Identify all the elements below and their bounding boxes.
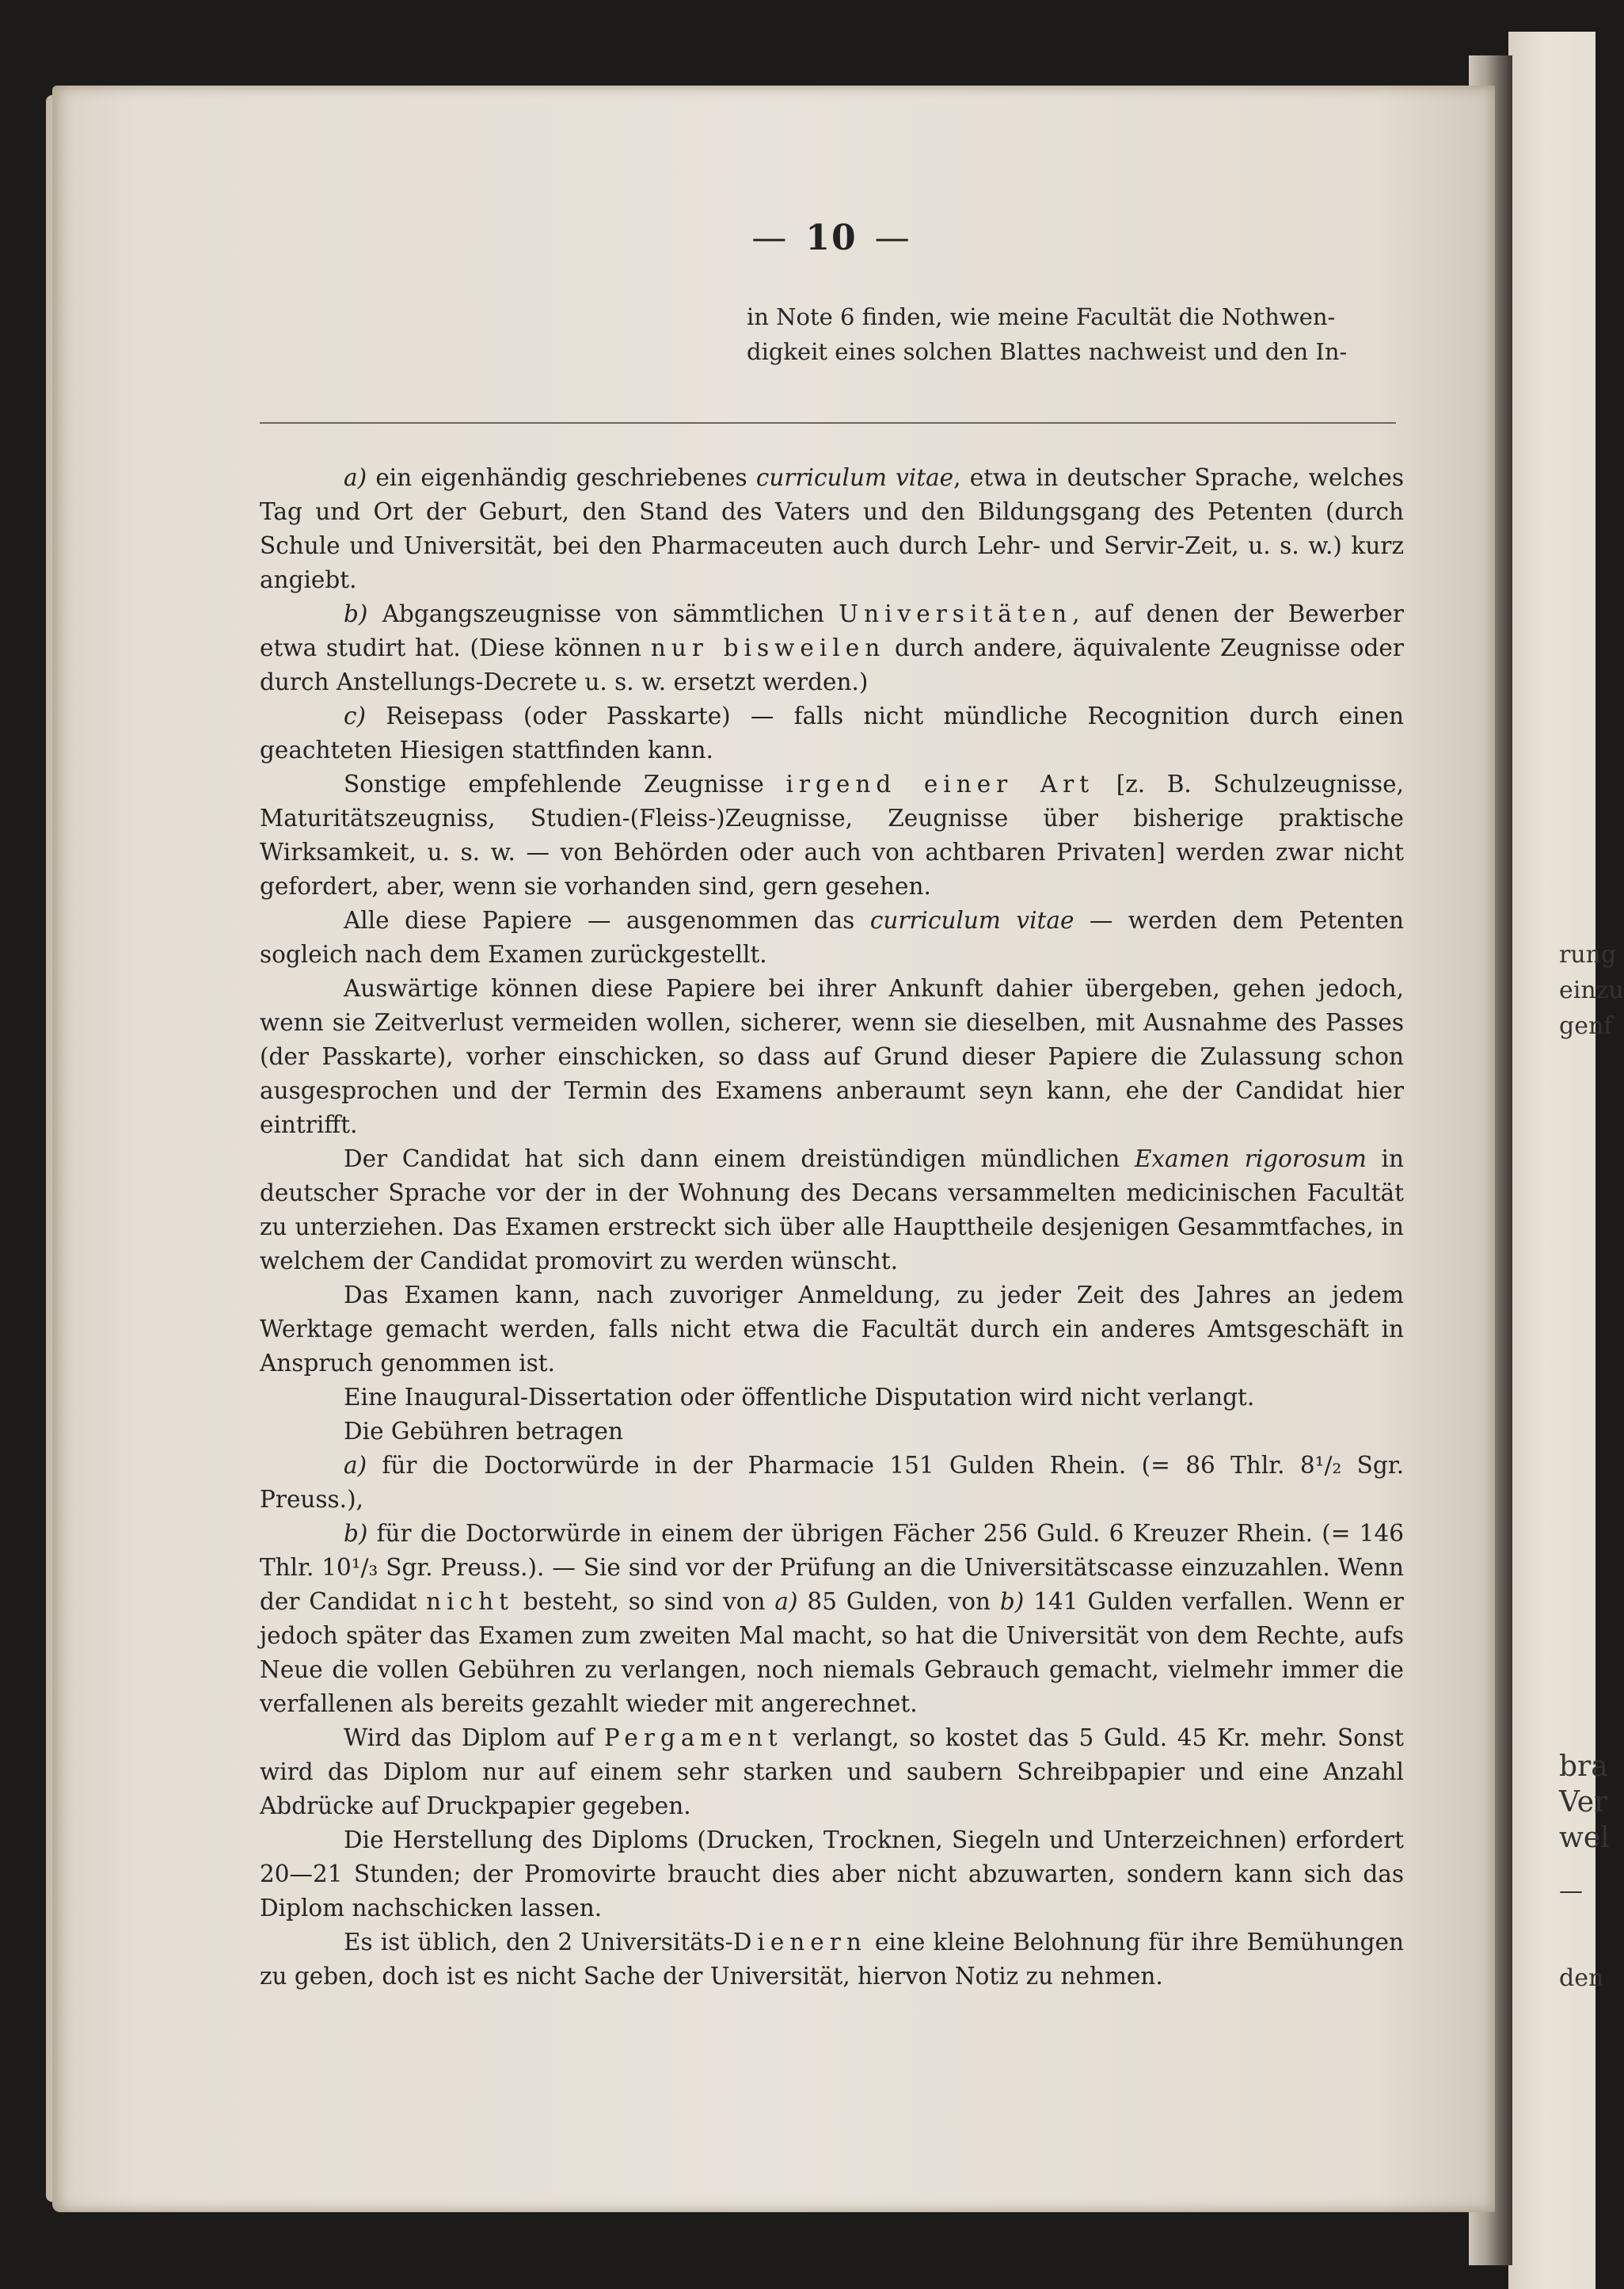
paragraph-sonstige: Sonstige empfehlende Zeugnisse irgend einer Art [z. B. Schulzeugnisse, Maturitätszeugniss, Studien-(Fleiss-)Zeugnisse, Zeugnisse über bisherige praktische Wirksamkeit, u. s. w. — von Behörden oder auch von achtbaren Privaten] werden zwar nicht gefordert, aber, wenn sie vorhanden sind, gern gesehen. (260, 771, 1405, 900)
margin-fragment: genf (1559, 1012, 1613, 1040)
paragraph-alle: Alle diese Papiere — ausgenommen das curriculum vitae — werden dem Petenten sogleich nach dem Examen zurückgestellt. (260, 907, 1404, 968)
paragraph-examen: Das Examen kann, nach zuvoriger Anmeldung, zu jeder Zeit des Jahres an jedem Werktage gemacht werden, falls nicht etwa die Facultät durch ein anderes Amtsgeschäft in Anspruch genommen ist. (260, 1282, 1404, 1377)
margin-fragment: Ver (1559, 1786, 1608, 1819)
paragraph-ueblich: Es ist üblich, den 2 Universitäts-Dienern eine kleine Belohnung für ihre Bemühungen zu geben, doch ist es nicht Sache der Universität, hiervon Notiz zu nehmen. (260, 1929, 1405, 1990)
paragraph-b: b) Abgangszeugnisse von sämmtlichen Universitäten, auf denen der Bewerber etwa studirt hat. (Diese können nur bisweilen durch andere, äquivalente Zeugnisse oder durch Anstellungs-Decrete u. s. w. ersetzt werden.) (260, 600, 1404, 695)
paragraph-auswaertige: Auswärtige können diese Papiere bei ihrer Ankunft dahier übergeben, gehen jedoch, wenn sie Zeitverlust vermeiden wollen, sicherer, wenn sie dieselben, mit Ausnahme des Passes (der Passkarte), vorher einschicken, so dass auf Grund dieser Papiere die Zulassung schon ausgesprochen und der Termin des Examens anberaumt seyn kann, ehe der Candidat hier eintrifft. (260, 975, 1404, 1138)
footnote-continuation: in Note 6 finden, wie meine Facultät die Nothwen- digkeit eines solchen Blattes nachweist und den In- (747, 303, 1348, 365)
paragraph-herstellung: Die Herstellung des Diploms (Drucken, Trocknen, Siegeln und Unterzeichnen) erfordert 20—21 Stunden; der Promovirte braucht dies aber nicht abzuwarten, sondern kann sich das Diplom nachschicken lassen. (260, 1826, 1404, 1921)
facing-page (1508, 32, 1624, 2289)
paragraph-a: a) ein eigenhändig geschriebenes curriculum vitae, etwa in deutscher Sprache, welches Tag und Ort der Geburt, den Stand des Vaters und den Bildungsgang des Petenten (durch Schule und Universität, bei den Pharmaceuten auch durch Lehr- und Servir-Zeit, u. s. w.) kurz angiebt. (260, 464, 1405, 593)
separator-rule (260, 422, 1396, 424)
margin-fragment: — (1559, 1877, 1583, 1905)
page-number: — 10 — (751, 218, 911, 258)
margin-fragment: bra (1559, 1750, 1608, 1783)
margin-fragment: den (1559, 1964, 1604, 1992)
paragraph-dissertation: Eine Inaugural-Dissertation oder öffentliche Disputation wird nicht verlangt. (344, 1384, 1255, 1411)
main-text (260, 461, 1404, 1994)
margin-fragment: rung (1559, 941, 1617, 969)
margin-fragment: einzu (1559, 977, 1624, 1004)
paragraph-candidat: Der Candidat hat sich dann einem dreistündigen mündlichen Examen rigorosum in deutscher Sprache vor der in der Wohnung des Decans versammelten medicinischen Facultät zu unterziehen. Das Examen erstreckt sich über alle Haupttheile desjenigen Gesammtfaches, in welchem der Candidat promovirt zu werden wünscht. (260, 1145, 1404, 1274)
margin-fragment: wel (1559, 1822, 1610, 1854)
paragraph-gebuehren-b: b) für die Doctorwürde in einem der übrigen Fächer 256 Guld. 6 Kreuzer Rhein. (= 146 Thlr. 10¹/₃ Sgr. Preuss.). — Sie sind vor der Prüfung an die Universitätscasse einzuzahlen. Wenn der Candidat nicht besteht, so sind von a) 85 Gulden, von b) 141 Gulden verfallen. Wenn er jedoch später das Examen zum zweiten Mal macht, so hat die Universität von dem Rechte, aufs Neue die vollen Gebühren zu verlangen, noch niemals Gebrauch gemacht, vielmehr immer die verfallenen als bereits gezahlt wieder mit angerechnet. (260, 1520, 1404, 1717)
paragraph-diplom: Wird das Diplom auf Pergament verlangt, so kostet das 5 Guld. 45 Kr. mehr. Sonst wird das Diplom nur auf einem sehr starken und saubern Schreibpapier und eine Anzahl Abdrücke auf Druckpapier gegeben. (260, 1724, 1404, 1819)
paragraph-gebuehren-a: a) für die Doctorwürde in der Pharmacie 151 Gulden Rhein. (= 86 Thlr. 8¹/₂ Sgr. Preuss.), (260, 1452, 1404, 1513)
paragraph-c: c) Reisepass (oder Passkarte) — falls nicht mündliche Recognition durch einen geachteten Hiesigen stattfinden kann. (260, 703, 1404, 764)
paragraph-gebuehren-intro: Die Gebühren betragen (344, 1418, 623, 1445)
